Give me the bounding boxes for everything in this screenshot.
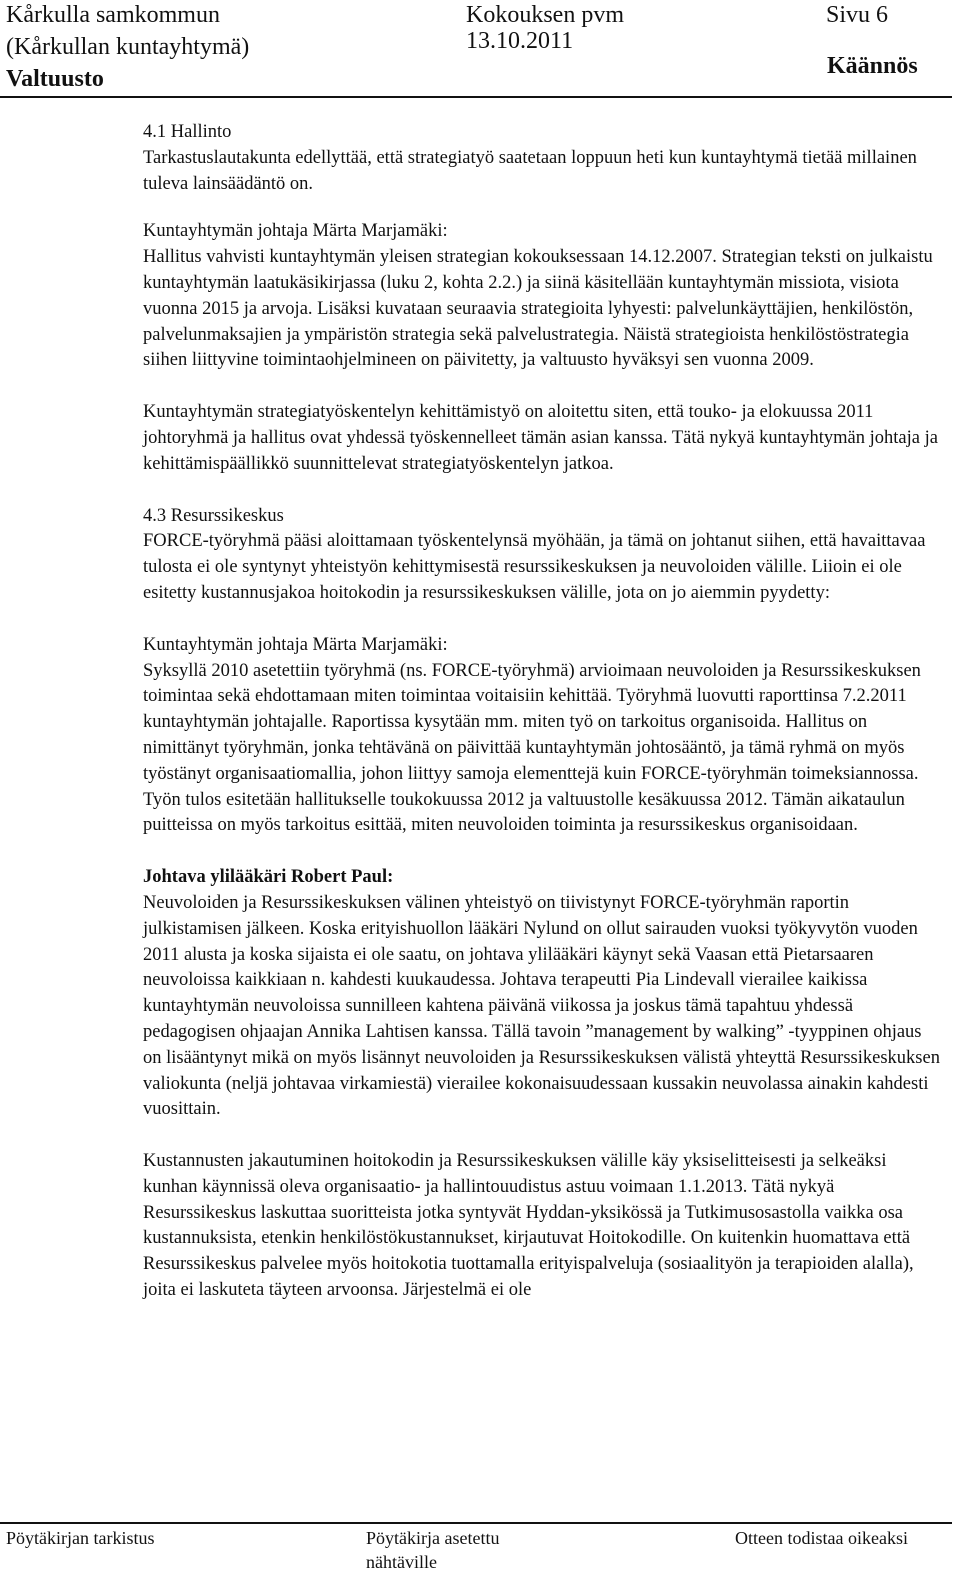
paragraph: Syksyllä 2010 asetettiin työryhmä (ns. FORCE-työryhmä) arvioimaan neuvoloiden ja Resurssikeskuksen toimintaa sekä ehdottamaan miten toimintaa voitaisiin kehittää. Työryhmä luovutti raporttinsa 7.2.2011 kuntayhtymän johtajalle. Raportissa kysytään mm. miten työ on tarkoitus organisoida. Hallitus on nimittänyt työryhmän, jonka tehtävänä on päivittää kuntayhtymän johtosääntö, ja tämä ryhmä on myös työstänyt organisaatiomallia, johon liittyy samoja elementtejä kuin FORCE-työryhmän toimeksiannossa. Työn tulos esitetään hallitukselle toukokuussa 2012 ja valtuustolle kesäkuussa 2012. Tämän aikataulun puitteissa on myös tarkoitus esittää, miten neuvoloiden toiminta ja resurssikeskus organisoidaan.	[143, 660, 921, 836]
paragraph: Neuvoloiden ja Resurssikeskuksen välinen yhteistyö on tiivistynyt FORCE-työryhmän raportin julkistamisen jälkeen. Koska erityishuollon lääkäri Nylund on ollut sairauden vuoksi työkyvytön vuoden 2011 alusta ja koska sijaista ei ole saatu, on johtava ylilääkäri käynyt sekä Vaasan että Pietarsaaren neuvoloissa kaikkiaan n. kahdesti kuukaudessa. Johtava terapeutti Pia Lindevall vierailee kaikissa kuntayhtymän neuvoloissa sunnilleen kahtena päivänä viikossa ja joskus tämä tapahtuu yhdessä pedagogisen ohjaajan Annika Lahtisen kanssa. Tällä tavoin ”management by walking” -tyyppinen ohjaus on lisääntynyt mikä on myös lisännyt neuvoloiden ja Resurssikeskuksen välistä yhteyttä Resurssikeskuksen valiokunta (neljä johtavaa virkamiestä) vierailee kokonaisuudessaan kussakin neuvolassa ainakin kahdesti vuosittain.	[143, 892, 940, 1120]
paragraph: Kustannusten jakautuminen hoitokodin ja Resurssikeskuksen välille käy yksiselitteisesti ja selkeäksi kunhan käynnissä oleva organisaatio- ja hallintouudistus astuu voimaan 1.1.2013. Tätä nykyä Resurssikeskus laskuttaa suoritteista jotka syntyvät Hyddan-yksikössä ja Tutkimusosastolla vaikka osa kustannuksista, etenkin henkilöstökustannukset, kirjautuvat Hoitokodille. On kuitenkin huomattava että Resurssikeskus palvelee myös hoitokotia tuottamalla erityispalveluja (sosiaalityön ja terapioiden alalla), joita ei laskuteta täyteen arvoonsa. Järjestelmä ei ole	[143, 1151, 914, 1301]
page-number: Sivu 6	[826, 2, 889, 28]
paragraph: Tarkastuslautakunta edellyttää, että strategiatyö saatetaan loppuun heti kun kuntayhtymä tietää millainen tuleva lainsäädäntö on.	[143, 147, 917, 194]
paragraph: Kuntayhtymän strategiatyöskentelyn kehittämistyö on aloitettu siten, että touko- ja elokuussa 2011 johtoryhmä ja hallitus ovat yhdessä työskennelleet tämän asian kanssa. Tätä nykyä kuntayhtymän johtaja ja kehittämispäällikkö suunnittelevat strategiatyöskentelyn jatkoa.	[143, 402, 938, 474]
speaker-heading: Kuntayhtymän johtaja Märta Marjamäki:	[143, 221, 448, 242]
section-heading-administration: 4.1 Hallinto	[143, 122, 232, 142]
page-footer	[0, 1522, 960, 1578]
footer-minutes-posted: Pöytäkirja asetettu	[366, 1528, 500, 1548]
meeting-date-label: Kokouksen pvm	[466, 2, 624, 28]
organization-name-finnish: (Kårkullan kuntayhtymä)	[6, 34, 250, 60]
paragraph: FORCE-työryhmä pääsi aloittamaan työskentelynsä myöhään, ja tämä on johtanut siihen, että havaittavaa tulosta ei ole syntynyt yhteistyön kehittymisestä resurssikeskuksen ja neuvoloiden välille. Liioin ei ole esitetty kustannusjakoa hoitokodin ja resurssikeskuksen välille, jota on jo aiemmin pyydetty:	[143, 531, 926, 603]
header-divider	[0, 96, 952, 98]
section-heading-resource-center: 4.3 Resurssikeskus	[143, 505, 284, 526]
organization-name: Kårkulla samkommun	[6, 2, 220, 28]
footer-certified-copy: Otteen todistaa oikeaksi	[735, 1528, 908, 1548]
paragraph: Hallitus vahvisti kuntayhtymän yleisen strategian kokouksessaan 14.12.2007. Strategian teksti on julkaistu kuntayhtymän laatukäsikirjassa (luku 2, kohta 2.2.) ja siinä käsitellään kuntayhtymän missiota, visiota vuonna 2015 ja arvoja. Lisäksi kuvataan seuraavia strategioita lyhyesti: palvelunkäyttäjien, henkilöstön, palvelunmaksajien ja ympäristön strategia sekä palvelustrategia. Näistä strategioista henkilöstöstrategia siihen liittyvine toimintaohjelmineen on päivitetty, ja valtuusto hyväksyi sen vuonna 2009.	[143, 247, 933, 371]
document-body	[143, 120, 943, 1304]
page-header	[0, 0, 960, 98]
footer-minutes-check: Pöytäkirjan tarkistus	[6, 1528, 155, 1548]
footer-divider	[0, 1522, 952, 1524]
speaker-heading: Kuntayhtymän johtaja Märta Marjamäki:	[143, 634, 448, 655]
speaker-heading: Johtava ylilääkäri Robert Paul:	[143, 867, 394, 888]
footer-minutes-posted-2: nähtäville	[366, 1552, 437, 1572]
meeting-date: 13.10.2011	[466, 28, 574, 54]
body-name: Valtuusto	[6, 66, 104, 92]
document-type: Käännös	[827, 53, 918, 79]
